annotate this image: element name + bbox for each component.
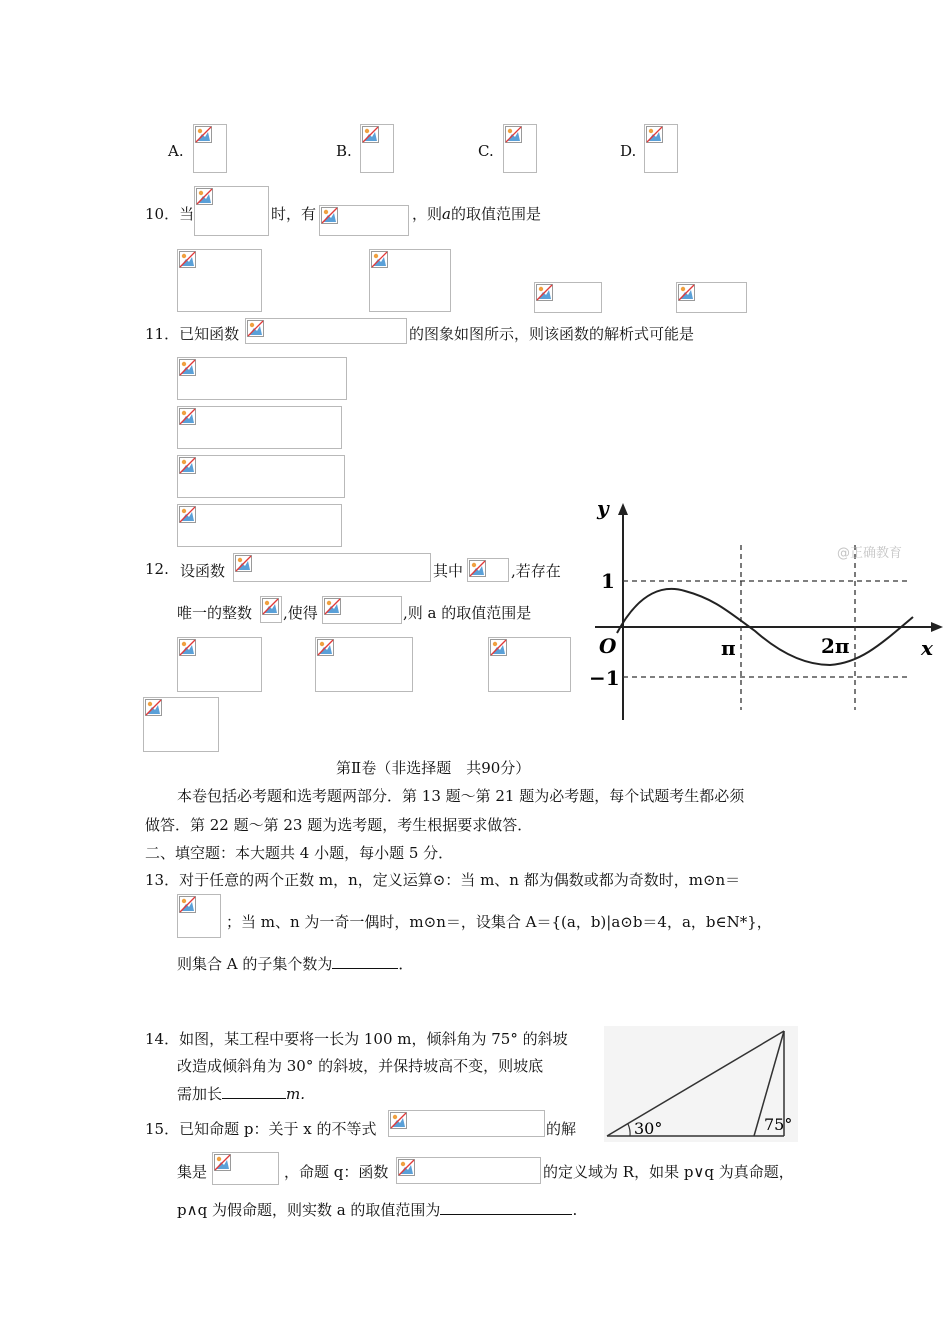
y-one-label: 1 [601,569,615,593]
q12-integer-image [260,596,282,623]
answer-blank[interactable] [222,1086,286,1099]
broken-image-icon [247,320,264,337]
broken-image-icon [324,598,341,615]
q10-inequality-image [319,205,409,236]
q11-function-image [245,318,407,344]
broken-image-icon [469,560,486,577]
two-pi-label: 2π [821,634,850,658]
option-a-label: A. [168,142,184,160]
broken-image-icon [179,639,196,656]
watermark: @正确教育 [837,546,903,561]
broken-image-icon [398,1159,415,1176]
q12-where: 其中 [433,562,464,580]
q10-condition-image [194,186,269,236]
broken-image-icon [390,1112,407,1129]
y-axis-arrow [618,503,628,515]
q15-line2-c: 的定义域为 R，如果 p∨q 为真命题， [543,1163,794,1181]
broken-image-icon [145,699,162,716]
broken-image-icon [235,555,252,572]
q12-option-d-image [143,697,219,752]
q12-function-image [233,553,431,582]
q11-stem-post: 的图象如图所示，则该函数的解析式可能是 [409,325,695,343]
q10-number: 10．当 [145,205,195,223]
section2-intro-line2: 做答．第 22 题～第 23 题为选考题，考生根据要求做答． [145,816,533,834]
broken-image-icon [179,457,196,474]
option-d-image [644,124,678,173]
option-a-image [193,124,227,173]
q15-line1-post: 的解 [546,1120,577,1138]
broken-image-icon [179,408,196,425]
broken-image-icon [214,1154,231,1171]
q11-option-d-image [177,504,342,547]
broken-image-icon [195,126,212,143]
q10-option-c-image [534,282,602,313]
y-neg-one-label: −1 [589,666,620,690]
fill-in-section-title: 二、填空题：本大题共 4 小题，每小题 5 分． [145,844,454,862]
q15-line3: p∧q 为假命题，则实数 a 的取值范围为 . [177,1201,578,1219]
q15-inequality-image [388,1110,545,1137]
q12-option-b-image [315,637,413,692]
option-d-label: D. [620,142,637,160]
q12-line2-c: ,则 a 的取值范围是 [403,604,532,622]
broken-image-icon [371,251,388,268]
answer-blank[interactable] [332,956,398,969]
q12-exists: ,若存在 [511,562,561,580]
broken-image-icon [536,284,553,301]
q15-line1-pre: 15．已知命题 p：关于 x 的不等式 [145,1120,377,1138]
q15-line2-b: ，命题 q：函数 [284,1163,389,1181]
q10-option-a-image [177,249,262,312]
q10-tail-text: ，则a的取值范围是 [412,205,541,223]
q15-line2-a: 集是 [177,1163,208,1181]
slope-triangle-figure [604,1026,798,1142]
q12-stem: 设函数 [180,562,226,580]
broken-image-icon [490,639,507,656]
q14-line1: 14．如图，某工程中要将一长为 100 m，倾斜角为 75° 的斜坡 [145,1030,568,1048]
q13-line3: 则集合 A 的子集个数为 ． [177,955,414,973]
q11-stem-pre: 11．已知函数 [145,325,240,343]
option-c-image [503,124,537,173]
broken-image-icon [179,506,196,523]
broken-image-icon [505,126,522,143]
x-axis-arrow [931,622,943,632]
broken-image-icon [678,284,695,301]
q10-option-d-image [676,282,747,313]
broken-image-icon [179,359,196,376]
q11-option-c-image [177,455,345,498]
broken-image-icon [646,126,663,143]
q12-option-a-image [177,637,262,692]
q13-line2: ；当 m、n 为一奇一偶时，m⊙n＝，设集合 A＝{(a，b)|a⊙b＝4，a，b∈N*}， [226,913,772,931]
answer-blank[interactable] [440,1202,572,1215]
broken-image-icon [179,896,196,913]
q10-option-b-image [369,249,451,312]
q12-number: 12. [145,560,169,578]
option-c-label: C. [478,142,494,160]
broken-image-icon [321,207,338,224]
broken-image-icon [262,598,279,615]
q15-function-image [396,1157,541,1184]
q14-line2: 改造成倾斜角为 30° 的斜坡，并保持坡高不变，则坡底 [177,1057,544,1075]
angle-30-label: 30° [634,1119,663,1138]
broken-image-icon [179,251,196,268]
broken-image-icon [362,126,379,143]
q11-option-a-image [177,357,347,400]
broken-image-icon [317,639,334,656]
sine-graph-figure [585,495,945,730]
q12-inequality-image [322,596,402,624]
q15-solution-set-image [212,1152,279,1185]
q12-option-c-image [488,637,571,692]
q13-line1: 13．对于任意的两个正数 m，n，定义运算⊙：当 m、n 都为偶数或都为奇数时，m⊙n＝ [145,871,741,889]
option-b-label: B. [336,142,352,160]
section2-title: 第Ⅱ卷（非选择题 共90分） [336,759,531,777]
q14-line3: 需加长 m. [177,1085,306,1103]
section2-intro-line1: 本卷包括必考题和选考题两部分．第 13 题～第 21 题为必考题，每个试题考生都必须 [177,787,745,805]
x-axis-label: x [921,636,933,660]
angle-75-label: 75° [764,1115,793,1134]
origin-label: O [599,634,617,658]
pi-label: π [721,636,736,660]
q12-condition-image [467,558,509,582]
broken-image-icon [196,188,213,205]
q12-line2-a: 唯一的整数 [177,604,253,622]
y-axis-label: y [597,496,609,520]
option-b-image [360,124,394,173]
q13-formula-image [177,894,221,938]
q11-option-b-image [177,406,342,449]
q12-line2-b: ,使得 [283,604,318,622]
q10-mid-text: 时，有 [271,205,317,223]
